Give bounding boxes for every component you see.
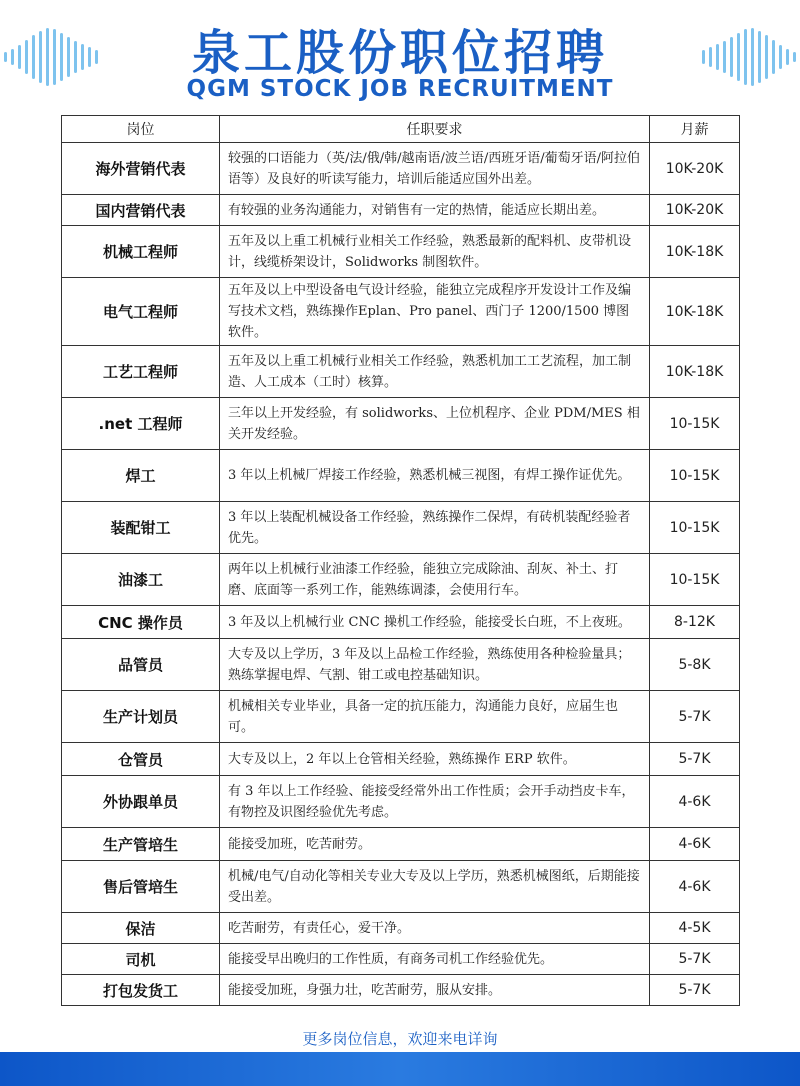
table-row xyxy=(62,195,740,226)
job-position: 品管员 xyxy=(62,639,220,691)
job-requirement: 三年以上开发经验，有 solidworks、上位机程序、企业 PDM/MES 相关开发经验。 xyxy=(220,398,650,450)
job-salary: 4-6K xyxy=(650,776,740,828)
table-row xyxy=(62,554,740,606)
job-salary: 10K-18K xyxy=(650,226,740,278)
job-position: 生产计划员 xyxy=(62,691,220,743)
header-banner xyxy=(0,0,800,112)
job-salary: 5-7K xyxy=(650,691,740,743)
column-header-position: 岗位 xyxy=(62,116,220,143)
job-requirement: 吃苦耐劳，有责任心，爱干净。 xyxy=(220,913,650,944)
table-row xyxy=(62,606,740,639)
job-position: 保洁 xyxy=(62,913,220,944)
table-row xyxy=(62,502,740,554)
job-requirement: 两年以上机械行业油漆工作经验，能独立完成除油、刮灰、补土、打磨、底面等一系列工作，能熟练调漆，会使用行车。 xyxy=(220,554,650,606)
job-requirement: 五年及以上中型设备电气设计经验，能独立完成程序开发设计工作及编写技术文档，熟练操作Eplan、Pro panel、西门子 1200/1500 博图软件。 xyxy=(220,278,650,346)
column-header-salary: 月薪 xyxy=(650,116,740,143)
job-position: 仓管员 xyxy=(62,743,220,776)
job-table xyxy=(61,115,740,1006)
table-row xyxy=(62,975,740,1006)
job-position: 售后管培生 xyxy=(62,861,220,913)
column-header-requirement: 任职要求 xyxy=(220,116,650,143)
job-requirement: 大专及以上学历，3 年及以上品检工作经验，熟练使用各种检验量具；熟练掌握电焊、气割、钳工或电控基础知识。 xyxy=(220,639,650,691)
job-salary: 10K-20K xyxy=(650,195,740,226)
job-position: 电气工程师 xyxy=(62,278,220,346)
job-requirement: 较强的口语能力（英/法/俄/韩/越南语/波兰语/西班牙语/葡萄牙语/阿拉伯语等）及良好的听读写能力，培训后能适应国外出差。 xyxy=(220,143,650,195)
job-position: 海外营销代表 xyxy=(62,143,220,195)
table-row xyxy=(62,913,740,944)
job-position: 焊工 xyxy=(62,450,220,502)
table-row xyxy=(62,776,740,828)
job-position: 装配钳工 xyxy=(62,502,220,554)
job-requirement: 大专及以上，2 年以上仓管相关经验，熟练操作 ERP 软件。 xyxy=(220,743,650,776)
job-salary: 10K-18K xyxy=(650,278,740,346)
job-requirement: 五年及以上重工机械行业相关工作经验，熟悉最新的配料机、皮带机设计，线缆桥架设计，Solidworks 制图软件。 xyxy=(220,226,650,278)
job-position: 油漆工 xyxy=(62,554,220,606)
table-header-row xyxy=(62,116,740,143)
job-salary: 10-15K xyxy=(650,450,740,502)
job-position: 国内营销代表 xyxy=(62,195,220,226)
table-row xyxy=(62,743,740,776)
job-salary: 8-12K xyxy=(650,606,740,639)
job-salary: 5-7K xyxy=(650,743,740,776)
job-salary: 10K-20K xyxy=(650,143,740,195)
job-salary: 10-15K xyxy=(650,554,740,606)
job-requirement: 3 年以上机械厂焊接工作经验，熟悉机械三视图，有焊工操作证优先。 xyxy=(220,450,650,502)
table-row xyxy=(62,691,740,743)
job-position: 机械工程师 xyxy=(62,226,220,278)
table-row xyxy=(62,828,740,861)
job-requirement: 机械相关专业毕业，具备一定的抗压能力，沟通能力良好，应届生也可。 xyxy=(220,691,650,743)
job-salary: 5-8K xyxy=(650,639,740,691)
page-title: 泉工股份职位招聘 xyxy=(191,25,608,81)
table-row xyxy=(62,278,740,346)
table-row xyxy=(62,346,740,398)
job-salary: 5-7K xyxy=(650,975,740,1006)
table-row xyxy=(62,450,740,502)
table-row xyxy=(62,639,740,691)
job-salary: 10-15K xyxy=(650,398,740,450)
table-row xyxy=(62,226,740,278)
job-salary: 4-5K xyxy=(650,913,740,944)
job-requirement: 能接受加班，身强力壮，吃苦耐劳，服从安排。 xyxy=(220,975,650,1006)
footer-contact-text: 更多岗位信息，欢迎来电详询 xyxy=(302,1030,498,1048)
job-position: 生产管培生 xyxy=(62,828,220,861)
page-subtitle: QGM STOCK JOB RECRUITMENT xyxy=(186,76,614,102)
job-salary: 4-6K xyxy=(650,828,740,861)
job-requirement: 3 年以上装配机械设备工作经验，熟练操作二保焊，有砖机装配经验者优先。 xyxy=(220,502,650,554)
table-row xyxy=(62,398,740,450)
job-salary: 10K-18K xyxy=(650,346,740,398)
footer-bar xyxy=(0,1052,800,1086)
job-requirement: 3 年及以上机械行业 CNC 操机工作经验，能接受长白班，不上夜班。 xyxy=(220,606,650,639)
job-requirement: 有较强的业务沟通能力，对销售有一定的热情，能适应长期出差。 xyxy=(220,195,650,226)
job-requirement: 能接受加班，吃苦耐劳。 xyxy=(220,828,650,861)
table-row xyxy=(62,143,740,195)
job-requirement: 五年及以上重工机械行业相关工作经验，熟悉机加工工艺流程，加工制造、人工成本（工时）核算。 xyxy=(220,346,650,398)
job-requirement: 能接受早出晚归的工作性质，有商务司机工作经验优先。 xyxy=(220,944,650,975)
job-requirement: 机械/电气/自动化等相关专业大专及以上学历，熟悉机械图纸，后期能接受出差。 xyxy=(220,861,650,913)
job-position: 外协跟单员 xyxy=(62,776,220,828)
job-salary: 4-6K xyxy=(650,861,740,913)
table-row xyxy=(62,944,740,975)
job-salary: 10-15K xyxy=(650,502,740,554)
job-position: 司机 xyxy=(62,944,220,975)
job-position: 打包发货工 xyxy=(62,975,220,1006)
job-position: .net 工程师 xyxy=(62,398,220,450)
job-requirement: 有 3 年以上工作经验、能接受经常外出工作性质；会开手动挡皮卡车，有物控及识图经验优先考虑。 xyxy=(220,776,650,828)
job-position: CNC 操作员 xyxy=(62,606,220,639)
job-salary: 5-7K xyxy=(650,944,740,975)
table-row xyxy=(62,861,740,913)
job-position: 工艺工程师 xyxy=(62,346,220,398)
